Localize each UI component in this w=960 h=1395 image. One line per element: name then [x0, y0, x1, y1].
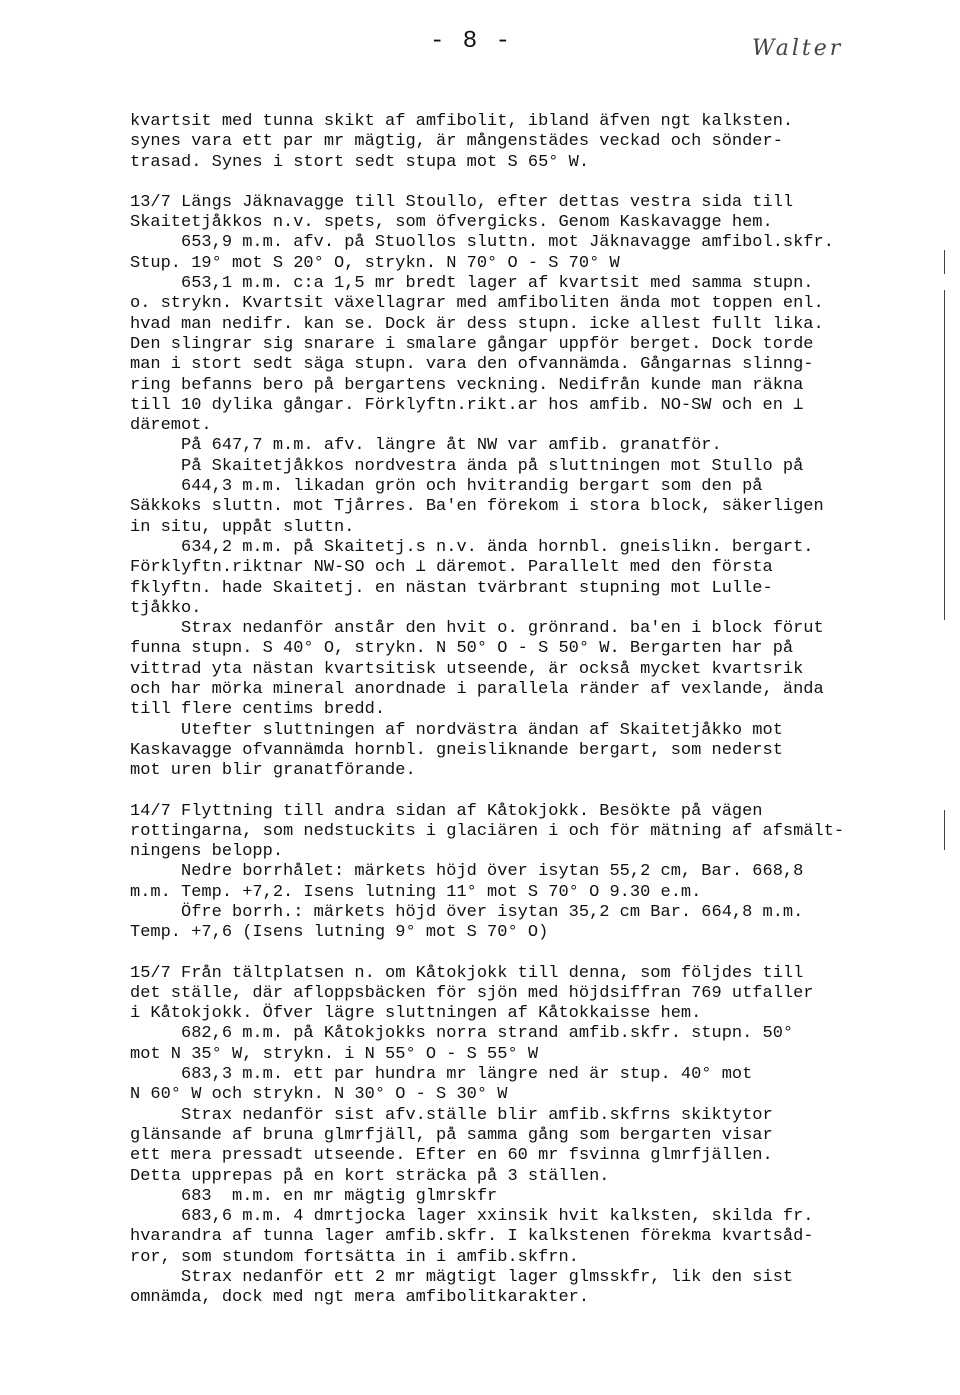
text-line: Kaskavagge ofvannämda hornbl. gneisliknande bergart, som nederst — [130, 740, 783, 760]
paragraph-gap — [130, 944, 955, 964]
text-line: det ställe, där afloppsbäcken för sjön med höjdsiffran 769 utfaller — [130, 983, 814, 1003]
text-line: m.m. Temp. +7,2. Isens lutning 11° mot S 70° O 9.30 e.m. — [130, 882, 702, 902]
paragraph — [130, 193, 955, 782]
text-line: På Skaitetjåkkos nordvestra ända på sluttningen mot Stullo på — [130, 456, 804, 476]
text-line: Strax nedanför ett 2 mr mägtigt lager glmsskfr, lik den sist — [130, 1268, 794, 1288]
text-line: Stup. 19° mot S 20° O, strykn. N 70° O - S 70° W — [130, 253, 620, 273]
text-line: ett mera pressadt utseende. Efter en 60 mr fsvinna glmrfjällen. — [130, 1146, 773, 1166]
text-line: man i stort sedt säga stupn. vara den ofvannämda. Gångarnas slinng- — [130, 355, 814, 375]
text-line: omnämda, dock med ngt mera amfibolitkarakter. — [130, 1288, 590, 1308]
text-line: 644,3 m.m. likadan grön och hvitrandig bergart som den på — [130, 477, 763, 497]
text-line: däremot. — [130, 416, 212, 436]
text-line: Skaitetjåkkos n.v. spets, som öfvergicks. Genom Kaskavagge hem. — [130, 213, 773, 233]
paragraph — [130, 802, 955, 944]
text-line: 653,9 m.m. afv. på Stuollos sluttn. mot Jäknavagge amfibol.skfr. — [130, 233, 834, 253]
text-line: mot uren blir granatförande. — [130, 761, 416, 781]
text-line: Öfre borrh.: märkets höjd över isytan 35,2 cm Bar. 664,8 m.m. — [130, 902, 804, 922]
text-line: hvarandra af tunna lager amfib.skfr. I kalkstenen förekma kvartsåd- — [130, 1227, 814, 1247]
text-line: På 647,7 m.m. afv. längre åt NW var amfib. granatför. — [130, 436, 722, 456]
text-line: rottingarna, som nedstuckits i glaciären i och för mätning af afsmält- — [130, 821, 845, 841]
text-line: tjåkko. — [130, 598, 202, 618]
text-line: ningens belopp. — [130, 842, 284, 862]
paragraph — [130, 964, 955, 1309]
text-line: Den slingrar sig snarare i smalare gångar uppför berget. Dock torde — [130, 334, 814, 354]
paragraph — [130, 112, 955, 173]
text-line: o. strykn. Kvartsit växellagrar med amfiboliten ända mot toppen enl. — [130, 294, 824, 314]
text-line: till 10 dylika gångar. Förklyftn.rikt.ar hos amfib. NO-SW och en ⊥ — [130, 395, 804, 415]
text-line: Strax nedanför sist afv.ställe blir amfib.skfrns skiktytor — [130, 1105, 773, 1125]
text-line: 683,3 m.m. ett par hundra mr längre ned är stup. 40° mot — [130, 1065, 753, 1085]
paragraph-gap — [130, 173, 955, 193]
text-line: in situ, uppåt sluttn. — [130, 517, 355, 537]
text-line: synes vara ett par mr mägtig, är mångenstädes veckad och sönder- — [130, 132, 783, 152]
text-line: Detta upprepas på en kort sträcka på 3 ställen. — [130, 1166, 610, 1186]
text-line: 634,2 m.m. på Skaitetj.s n.v. ända hornbl. gneislikn. bergart. — [130, 537, 814, 557]
text-line: 14/7 Flyttning till andra sidan af Kåtokjokk. Besökte på vägen — [130, 801, 763, 821]
text-line: 653,1 m.m. c:a 1,5 mr bredt lager af kvartsit med samma stupn. — [130, 274, 814, 294]
text-line: 683 m.m. en mr mägtig glmrskfr — [130, 1186, 498, 1206]
text-line: 682,6 m.m. på Kåtokjokks norra strand amfib.skfr. stupn. 50° — [130, 1024, 794, 1044]
text-line: funna stupn. S 40° O, strykn. N 50° O - S 50° W. Bergarten har på — [130, 639, 794, 659]
text-line: i Kåtokjokk. Öfver lägre sluttningen af Kåtokkaisse hem. — [130, 1004, 702, 1024]
text-line: Strax nedanför anstår den hvit o. grönrand. ba'en i block förut — [130, 619, 824, 639]
text-line: fklyftn. hade Skaitetj. en nästan tvärbrant stupning mot Lulle- — [130, 578, 773, 598]
text-line: till flere centims bredd. — [130, 700, 386, 720]
text-line: glänsande af bruna glmrfjäll, på samma gång som bergarten visar — [130, 1125, 773, 1145]
text-line: N 60° W och strykn. N 30° O - S 30° W — [130, 1085, 508, 1105]
text-line: mot N 35° W, strykn. i N 55° O - S 55° W — [130, 1044, 539, 1064]
text-line: och har mörka mineral anordnade i parallela ränder af vexlande, ända — [130, 680, 824, 700]
text-line: ror, som stundom fortsätta in i amfib.skfrn. — [130, 1247, 579, 1267]
text-line: 683,6 m.m. 4 dmrtjocka lager xxinsik hvit kalksten, skilda fr. — [130, 1207, 814, 1227]
text-line: Förklyftn.riktnar NW-SO och ⊥ däremot. Parallelt med den första — [130, 558, 773, 578]
page-number: - 8 - — [430, 28, 513, 55]
handwritten-note: Walter — [752, 36, 844, 61]
text-line: 13/7 Längs Jäknavagge till Stoullo, efter dettas vestra sida till — [130, 192, 794, 212]
text-line: trasad. Synes i stort sedt stupa mot S 65° W. — [130, 152, 590, 172]
text-line: Nedre borrhålet: märkets höjd över isytan 55,2 cm, Bar. 668,8 — [130, 862, 804, 882]
text-line: vittrad yta nästan kvartsitisk utseende, är också mycket kvartsrik — [130, 659, 804, 679]
text-line: ring befanns bero på bergartens veckning. Nedifrån kunde man räkna — [130, 375, 804, 395]
text-line: kvartsit med tunna skikt af amfibolit, ibland äfven ngt kalksten. — [130, 112, 794, 131]
text-line: Temp. +7,6 (Isens lutning 9° mot S 70° O) — [130, 923, 549, 943]
text-line: hvad man nedifr. kan se. Dock är dess stupn. icke allest fullt lika. — [130, 314, 824, 334]
text-line: Utefter sluttningen af nordvästra ändan af Skaitetjåkko mot — [130, 720, 783, 740]
text-line: 15/7 Från tältplatsen n. om Kåtokjokk till denna, som följdes till — [130, 963, 804, 983]
paragraph-gap — [130, 782, 955, 802]
document-body — [130, 112, 955, 1309]
text-line: Säkkoks sluttn. mot Tjårres. Ba'en förekom i stora block, säkerligen — [130, 497, 824, 517]
